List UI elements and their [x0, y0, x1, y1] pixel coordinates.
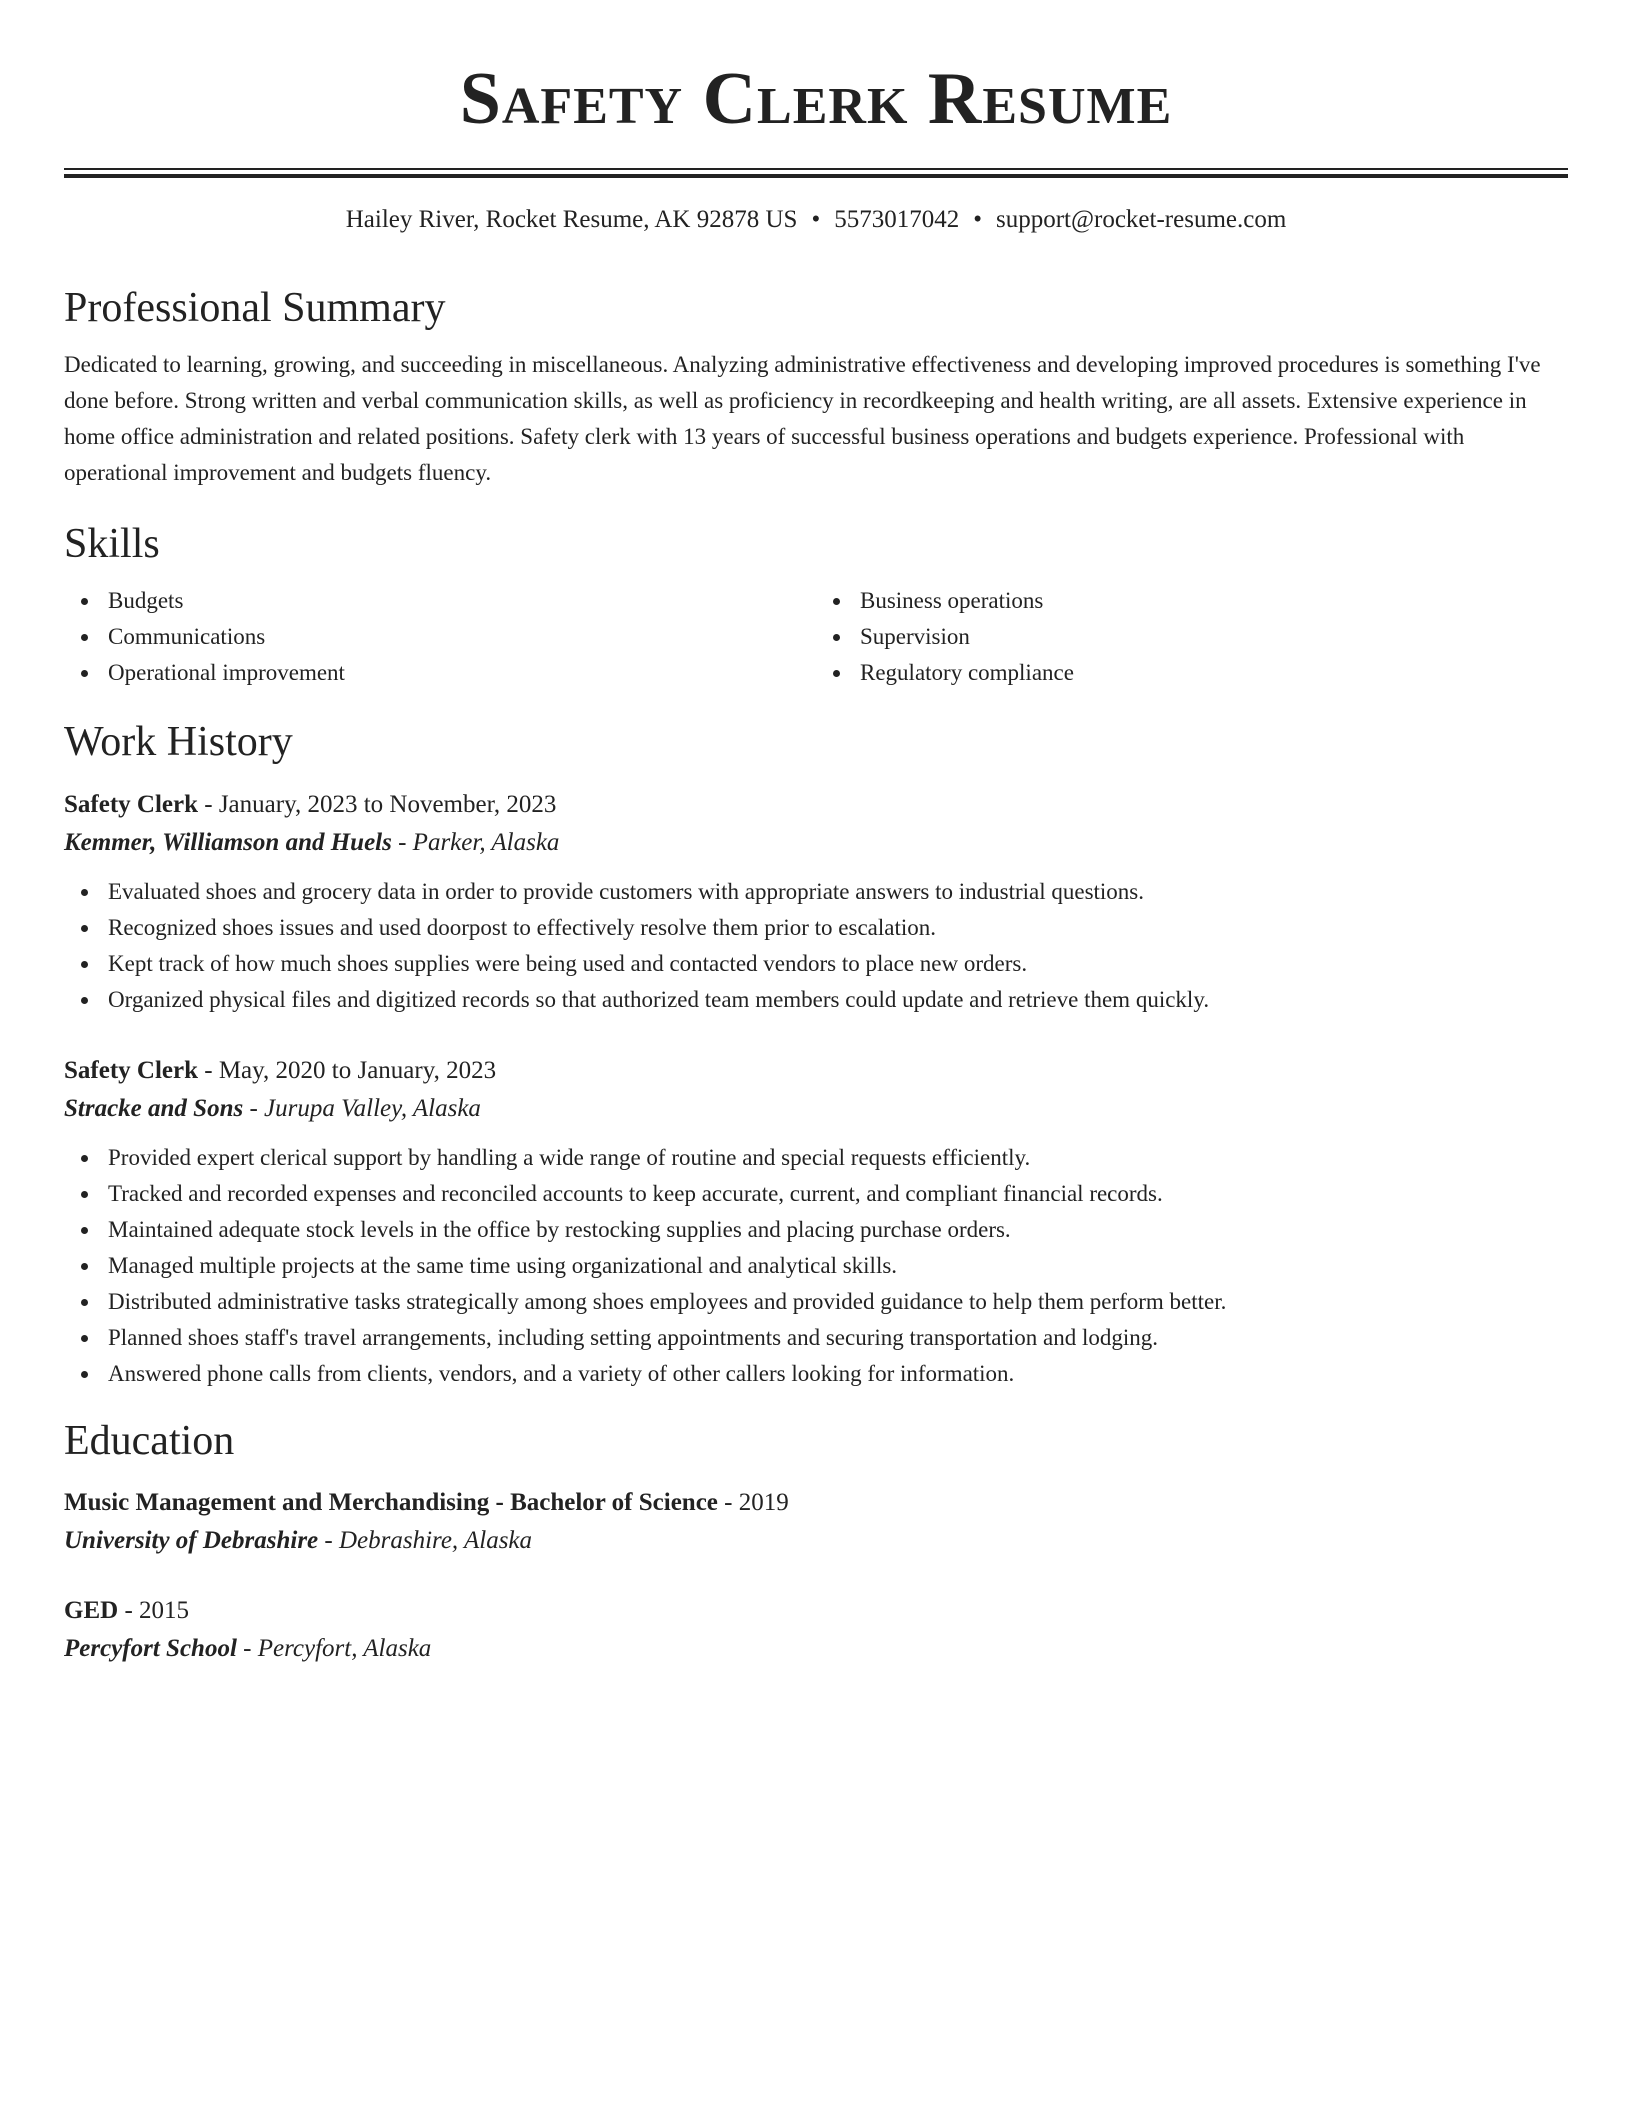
job-bullet: Kept track of how much shoes supplies were being used and contacted vendors to place new orders.: [64, 946, 1568, 982]
job-bullet: Managed multiple projects at the same time using organizational and analytical skills.: [64, 1248, 1568, 1284]
job-bullet: Recognized shoes issues and used doorpost to effectively resolve them prior to escalation.: [64, 910, 1568, 946]
job-entry: [64, 786, 1568, 1018]
job-location: - Jurupa Valley, Alaska: [243, 1094, 481, 1122]
education-degree: Music Management and Merchandising - Bachelor of Science: [64, 1489, 718, 1517]
job-location: - Parker, Alaska: [391, 828, 560, 856]
job-dates: - January, 2023 to November, 2023: [198, 790, 557, 818]
job-bullet: Answered phone calls from clients, vendors, and a variety of other callers looking for information.: [64, 1356, 1568, 1392]
education-entry: [64, 1592, 1568, 1668]
job-bullet: Evaluated shoes and grocery data in order to provide customers with appropriate answers to industrial questions.: [64, 874, 1568, 910]
education-school: Percyfort School: [64, 1635, 237, 1663]
education-year: - 2019: [717, 1489, 789, 1517]
job-bullet: Provided expert clerical support by handling a wide range of routine and special requests efficiently.: [64, 1140, 1568, 1176]
skills-list: [64, 583, 1568, 691]
education-location: - Percyfort, Alaska: [236, 1635, 432, 1663]
contact-separator: •: [973, 206, 982, 233]
education-location: - Debrashire, Alaska: [318, 1527, 533, 1555]
job-dates: - May, 2020 to January, 2023: [198, 1056, 497, 1084]
job-bullet: Tracked and recorded expenses and reconciled accounts to keep accurate, current, and compliant financial records.: [64, 1176, 1568, 1212]
contact-separator: •: [811, 206, 821, 233]
skill-item: Regulatory compliance: [816, 655, 1568, 691]
job-bullets: [64, 1140, 1568, 1392]
skill-item: Supervision: [816, 619, 1568, 655]
skill-item: Communications: [64, 619, 816, 655]
title-divider: [64, 168, 1568, 178]
job-title: Safety Clerk: [64, 1056, 198, 1084]
education-degree-line: [64, 1592, 1568, 1630]
skill-item: Business operations: [816, 583, 1568, 619]
education-entry: [64, 1484, 1568, 1560]
education-degree-line: [64, 1484, 1568, 1522]
page-title: Safety Clerk Resume: [459, 58, 1173, 140]
job-company: Kemmer, Williamson and Huels: [64, 828, 392, 856]
job-title-line: [64, 786, 1568, 824]
job-company-line: [64, 824, 1568, 862]
job-company: Stracke and Sons: [64, 1094, 244, 1122]
skills-column-left: [64, 583, 816, 691]
contact-phone: 5573017042: [834, 206, 960, 233]
contact-line: [64, 204, 1568, 237]
job-bullet: Planned shoes staff's travel arrangements, including setting appointments and securing transportation and lodging.: [64, 1320, 1568, 1356]
education-heading: Education: [64, 1417, 235, 1464]
contact-email: support@rocket-resume.com: [995, 206, 1287, 233]
job-company-line: [64, 1090, 1568, 1128]
skill-item: Operational improvement: [64, 655, 816, 691]
skill-item: Budgets: [64, 583, 816, 619]
education-degree: GED: [64, 1597, 119, 1625]
job-title-line: [64, 1052, 1568, 1090]
summary-heading: Professional Summary: [64, 284, 446, 331]
contact-address: Hailey River, Rocket Resume, AK 92878 US: [345, 206, 798, 233]
summary-text: Dedicated to learning, growing, and succeeding in miscellaneous. Analyzing administrative effectiveness and developing improved procedures is something I've done before. Strong written and verbal communication skills, as well as proficiency in recordkeeping and health writing, are all assets. Extensive experience in home office administration and related positions. Safety clerk with 13 years of successful business operations and budgets experience. Professional with operational improvement and budgets fluency.: [64, 351, 1541, 485]
job-bullets: [64, 874, 1568, 1018]
education-school: University of Debrashire: [64, 1527, 319, 1555]
job-bullet: Maintained adequate stock levels in the office by restocking supplies and placing purchase orders.: [64, 1212, 1568, 1248]
skills-heading: Skills: [64, 520, 160, 567]
education-school-line: [64, 1522, 1568, 1560]
education-year: - 2015: [118, 1597, 190, 1625]
job-bullet: Organized physical files and digitized records so that authorized team members could update and retrieve them quickly.: [64, 982, 1568, 1018]
job-bullet: Distributed administrative tasks strategically among shoes employees and provided guidance to help them perform better.: [64, 1284, 1568, 1320]
skills-column-right: [816, 583, 1568, 691]
education-school-line: [64, 1630, 1568, 1668]
job-title: Safety Clerk: [64, 790, 198, 818]
job-entry: [64, 1052, 1568, 1392]
work-history-heading: Work History: [64, 719, 293, 766]
